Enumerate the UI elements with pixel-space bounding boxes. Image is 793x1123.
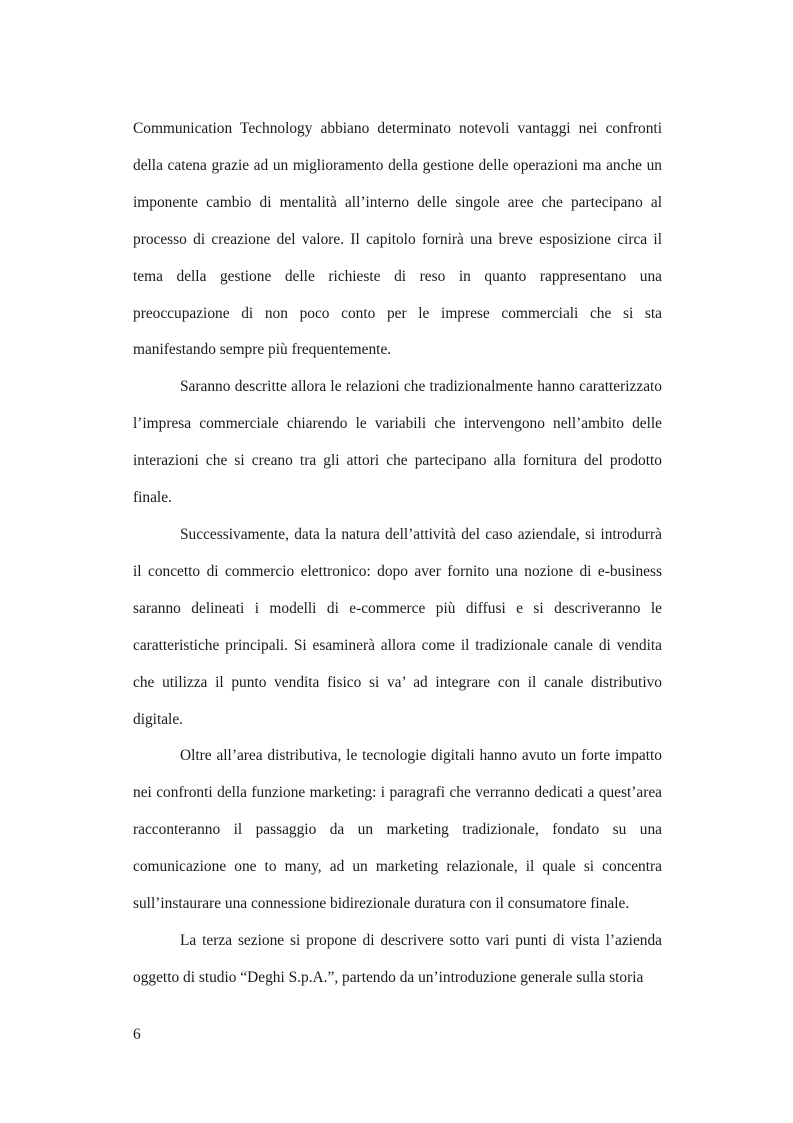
paragraph-commercio-elettronico: Successivamente, data la natura dell’attività del caso aziendale, si introdurrà il concetto di commercio elettronico: dopo aver fornito una nozione di e-business saranno delineati i modelli di e-commerce più diffusi e si descriveranno le caratteristiche principali. Si esaminerà allora come il tradizionale canale di vendita che utilizza il punto vendita fisico si va’ ad integrare con il canale distributivo digitale.	[133, 525, 662, 728]
paragraph-terza-sezione: La terza sezione si propone di descrivere sotto vari punti di vista l’azienda oggetto di studio “Deghi S.p.A.”, partendo da un’introduzione generale sulla storia	[133, 931, 662, 986]
body-text	[133, 111, 662, 997]
paragraph-marketing: Oltre all’area distributiva, le tecnologie digitali hanno avuto un forte impatto nei confronti della funzione marketing: i paragrafi che verranno dedicati a quest’area racconteranno il passaggio da un marketing tradizionale, fondato su una comunicazione one to many, ad un marketing relazionale, il quale si concentra sull’instaurare una connessione bidirezionale duratura con il consumatore finale.	[133, 747, 662, 913]
paragraph-continuation: Communication Technology abbiano determinato notevoli vantaggi nei confronti della catena grazie ad un miglioramento della gestione delle operazioni ma anche un imponente cambio di mentalità all’interno delle singole aree che partecipano al processo di creazione del valore. Il capitolo fornirà una breve esposizione circa il tema della gestione delle richieste di reso in quanto rappresentano una preoccupazione di non poco conto per le imprese commerciali che si sta manifestando sempre più frequentemente.	[133, 120, 662, 359]
paragraph-relazioni: Saranno descritte allora le relazioni che tradizionalmente hanno caratterizzato l’impresa commerciale chiarendo le variabili che intervengono nell’ambito delle interazioni che si creano tra gli attori che partecipano alla fornitura del prodotto finale.	[133, 378, 662, 507]
page-number: 6	[133, 1026, 141, 1043]
